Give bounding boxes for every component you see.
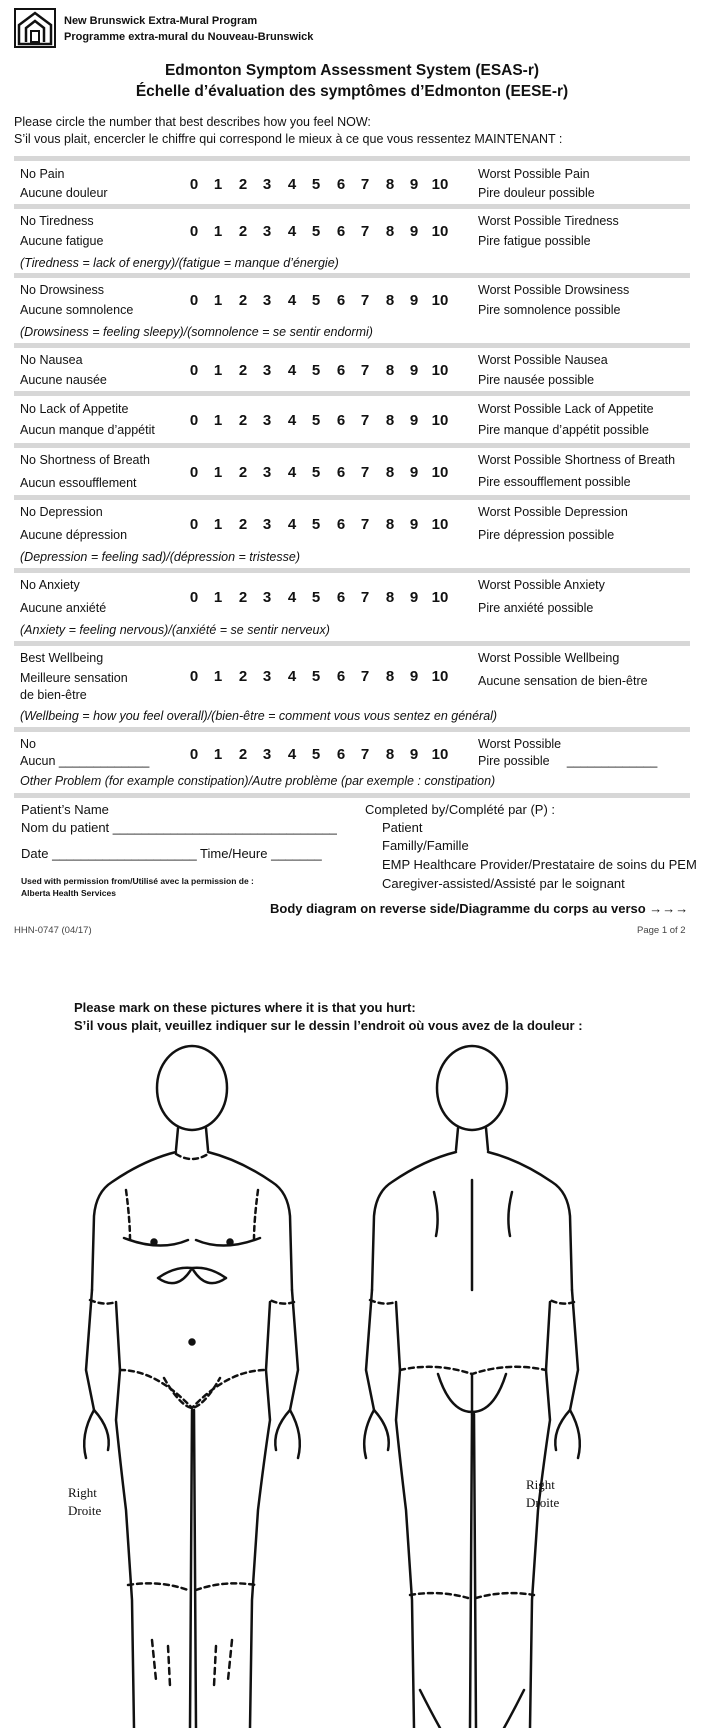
left-label-en: No Anxiety xyxy=(20,578,80,592)
scale-option-1[interactable]: 1 xyxy=(213,464,223,481)
scale-option-6[interactable]: 6 xyxy=(336,464,346,481)
scale-option-4[interactable]: 4 xyxy=(287,176,297,193)
org-name-en: New Brunswick Extra-Mural Program xyxy=(64,15,258,27)
scale-option-2[interactable]: 2 xyxy=(238,362,248,379)
right-label-en: Worst Possible Tiredness xyxy=(478,214,619,228)
scale-option-3[interactable]: 3 xyxy=(262,516,272,533)
scale-option-5[interactable]: 5 xyxy=(311,176,321,193)
permission-line-1: Used with permission from/Utilisé avec la permission de : xyxy=(21,876,254,886)
org-name-fr: Programme extra-mural du Nouveau-Brunswick xyxy=(64,31,314,43)
symptom-definition-note: (Anxiety = feeling nervous)/(anxiété = se sentir nerveux) xyxy=(20,623,330,637)
scale-option-9[interactable]: 9 xyxy=(409,464,419,481)
scale-option-8[interactable]: 8 xyxy=(385,746,395,763)
scale-option-7[interactable]: 7 xyxy=(360,668,370,685)
scale-option-2[interactable]: 2 xyxy=(238,223,248,240)
scale-option-7[interactable]: 7 xyxy=(360,223,370,240)
scale-option-9[interactable]: 9 xyxy=(409,746,419,763)
left-label-en: No xyxy=(20,737,36,751)
row-separator xyxy=(14,204,690,209)
scale-option-2[interactable]: 2 xyxy=(238,746,248,763)
symptom-definition-note: (Wellbeing = how you feel overall)/(bien-être = comment vous vous sentez en général) xyxy=(20,709,498,723)
scale-option-0[interactable]: 0 xyxy=(189,668,199,685)
scale-option-8[interactable]: 8 xyxy=(385,292,395,309)
scale-option-6[interactable]: 6 xyxy=(336,412,346,429)
scale-option-1[interactable]: 1 xyxy=(213,589,223,606)
scale-option-6[interactable]: 6 xyxy=(336,589,346,606)
scale-option-6[interactable]: 6 xyxy=(336,176,346,193)
scale-option-1[interactable]: 1 xyxy=(213,746,223,763)
instruction-en: Please circle the number that best describes how you feel NOW: xyxy=(14,115,371,129)
row-separator xyxy=(14,568,690,573)
scale-option-7[interactable]: 7 xyxy=(360,176,370,193)
scale-option-10[interactable]: 10 xyxy=(431,746,449,763)
scale-option-4[interactable]: 4 xyxy=(287,412,297,429)
scale-option-0[interactable]: 0 xyxy=(189,589,199,606)
right-label-en: Worst Possible Lack of Appetite xyxy=(478,402,654,416)
right-label-fr: Pire possible _____________ xyxy=(478,754,658,768)
scale-option-8[interactable]: 8 xyxy=(385,412,395,429)
scale-option-5[interactable]: 5 xyxy=(311,589,321,606)
scale-option-2[interactable]: 2 xyxy=(238,668,248,685)
option-caregiver[interactable]: Caregiver-assisted/Assisté par le soignant xyxy=(382,876,625,891)
other-problem-note: Other Problem (for example constipation)/Autre problème (par exemple : constipation) xyxy=(20,774,496,788)
scale-option-8[interactable]: 8 xyxy=(385,176,395,193)
scale-option-7[interactable]: 7 xyxy=(360,464,370,481)
left-label-en: Best Wellbeing xyxy=(20,651,104,665)
scale-option-4[interactable]: 4 xyxy=(287,668,297,685)
scale-option-4[interactable]: 4 xyxy=(287,223,297,240)
scale-option-10[interactable]: 10 xyxy=(431,668,449,685)
right-label-fr: Pire essoufflement possible xyxy=(478,475,631,489)
scale-option-2[interactable]: 2 xyxy=(238,516,248,533)
scale-option-6[interactable]: 6 xyxy=(336,362,346,379)
right-label-fr: Aucune sensation de bien-être xyxy=(478,674,648,688)
left-label-en: No Shortness of Breath xyxy=(20,453,150,467)
reverse-side-note: Body diagram on reverse side/Diagramme du corps au verso →→→ xyxy=(270,901,689,916)
symptom-definition-note: (Drowsiness = feeling sleepy)/(somnolence = se sentir endormi) xyxy=(20,325,373,339)
scale-option-6[interactable]: 6 xyxy=(336,292,346,309)
scale-option-2[interactable]: 2 xyxy=(238,292,248,309)
scale-option-4[interactable]: 4 xyxy=(287,516,297,533)
date-time-field[interactable]: Date ____________________ Time/Heure _______ xyxy=(21,846,322,861)
scale-option-2[interactable]: 2 xyxy=(238,412,248,429)
back-body-figure[interactable] xyxy=(364,1046,580,1728)
option-patient[interactable]: Patient xyxy=(382,820,423,835)
scale-option-6[interactable]: 6 xyxy=(336,223,346,240)
symptom-definition-note: (Depression = feeling sad)/(dépression = tristesse) xyxy=(20,550,300,564)
scale-option-8[interactable]: 8 xyxy=(385,223,395,240)
right-label-en: Worst Possible Wellbeing xyxy=(478,651,620,665)
scale-option-5[interactable]: 5 xyxy=(311,362,321,379)
scale-option-7[interactable]: 7 xyxy=(360,516,370,533)
scale-option-6[interactable]: 6 xyxy=(336,746,346,763)
completed-by-label: Completed by/Complété par (P) : xyxy=(365,802,556,817)
left-label-fr: Aucune douleur xyxy=(20,186,108,200)
scale-option-9[interactable]: 9 xyxy=(409,589,419,606)
scale-option-5[interactable]: 5 xyxy=(311,223,321,240)
back-right-label-fr: Droite xyxy=(526,1495,560,1510)
left-label-en: No Nausea xyxy=(20,353,83,367)
scale-option-0[interactable]: 0 xyxy=(189,176,199,193)
row-separator xyxy=(14,273,690,278)
row-separator xyxy=(14,793,690,798)
scale-option-2[interactable]: 2 xyxy=(238,589,248,606)
right-label-en: Worst Possible Drowsiness xyxy=(478,283,630,297)
front-body-figure[interactable] xyxy=(84,1046,300,1728)
right-label-en: Worst Possible Depression xyxy=(478,505,628,519)
left-label-en: No Lack of Appetite xyxy=(20,402,129,416)
scale-option-5[interactable]: 5 xyxy=(311,292,321,309)
scale-option-3[interactable]: 3 xyxy=(262,668,272,685)
scale-option-8[interactable]: 8 xyxy=(385,589,395,606)
body-diagram[interactable] xyxy=(60,1040,660,1728)
scale-option-10[interactable]: 10 xyxy=(431,589,449,606)
scale-option-4[interactable]: 4 xyxy=(287,589,297,606)
scale-option-5[interactable]: 5 xyxy=(311,746,321,763)
scale-option-4[interactable]: 4 xyxy=(287,362,297,379)
scale-option-0[interactable]: 0 xyxy=(189,292,199,309)
right-label-en: Worst Possible Nausea xyxy=(478,353,608,367)
right-label-en: Worst Possible xyxy=(478,737,562,751)
scale-option-0[interactable]: 0 xyxy=(189,362,199,379)
scale-option-8[interactable]: 8 xyxy=(385,464,395,481)
form-title-en: Edmonton Symptom Assessment System (ESAS-r) xyxy=(164,62,540,79)
left-label-fr-cont: de bien-être xyxy=(20,688,87,702)
scale-option-3[interactable]: 3 xyxy=(262,292,272,309)
scale-option-6[interactable]: 6 xyxy=(336,668,346,685)
scale-option-3[interactable]: 3 xyxy=(262,176,272,193)
form-code: HHN-0747 (04/17) xyxy=(14,925,92,936)
left-label-en: No Drowsiness xyxy=(20,283,105,297)
left-label-fr: Meilleure sensation xyxy=(20,671,128,685)
scale-option-0[interactable]: 0 xyxy=(189,746,199,763)
scale-option-3[interactable]: 3 xyxy=(262,464,272,481)
left-label-fr: Aucune dépression xyxy=(20,528,128,542)
scale-option-9[interactable]: 9 xyxy=(409,223,419,240)
scale-option-10[interactable]: 10 xyxy=(431,464,449,481)
scale-option-5[interactable]: 5 xyxy=(311,668,321,685)
row-separator xyxy=(14,641,690,646)
back-right-label-en: Right xyxy=(526,1477,555,1492)
scale-option-0[interactable]: 0 xyxy=(189,223,199,240)
scale-option-9[interactable]: 9 xyxy=(409,176,419,193)
scale-option-1[interactable]: 1 xyxy=(213,292,223,309)
row-separator xyxy=(14,495,690,500)
scale-option-10[interactable]: 10 xyxy=(431,292,449,309)
form-title-fr: Échelle d’évaluation des symptômes d’Edmonton (EESE-r) xyxy=(135,83,569,100)
right-label-fr: Pire somnolence possible xyxy=(478,303,621,317)
right-label-fr: Pire manque d’appétit possible xyxy=(478,423,649,437)
permission-line-2: Alberta Health Services xyxy=(21,888,116,898)
scale-option-7[interactable]: 7 xyxy=(360,589,370,606)
option-family[interactable]: Familly/Famille xyxy=(382,838,469,853)
scale-option-1[interactable]: 1 xyxy=(213,176,223,193)
left-label-en: No Tiredness xyxy=(20,214,94,228)
scale-option-4[interactable]: 4 xyxy=(287,292,297,309)
scale-option-3[interactable]: 3 xyxy=(262,362,272,379)
row-separator xyxy=(14,343,690,348)
option-provider[interactable]: EMP Healthcare Provider/Prestataire de soins du PEM xyxy=(382,857,697,872)
scale-option-2[interactable]: 2 xyxy=(238,176,248,193)
scale-option-4[interactable]: 4 xyxy=(287,464,297,481)
right-label-en: Worst Possible Shortness of Breath xyxy=(478,453,676,467)
scale-option-7[interactable]: 7 xyxy=(360,362,370,379)
front-right-label-en: Right xyxy=(68,1485,97,1500)
scale-option-1[interactable]: 1 xyxy=(213,223,223,240)
scale-option-5[interactable]: 5 xyxy=(311,464,321,481)
body-diagram-heading-fr: S’il vous plait, veuillez indiquer sur le dessin l’endroit où vous avez de la douleur : xyxy=(74,1018,583,1033)
scale-option-9[interactable]: 9 xyxy=(409,516,419,533)
scale-option-9[interactable]: 9 xyxy=(409,292,419,309)
row-separator xyxy=(14,727,690,732)
scale-option-3[interactable]: 3 xyxy=(262,746,272,763)
scale-option-9[interactable]: 9 xyxy=(409,362,419,379)
scale-option-10[interactable]: 10 xyxy=(431,516,449,533)
scale-option-3[interactable]: 3 xyxy=(262,412,272,429)
patient-name-field[interactable]: Nom du patient _______________________________ xyxy=(21,820,337,835)
row-separator xyxy=(14,391,690,396)
left-label-fr: Aucune somnolence xyxy=(20,303,134,317)
right-label-en: Worst Possible Anxiety xyxy=(478,578,605,592)
scale-option-1[interactable]: 1 xyxy=(213,412,223,429)
left-label-fr: Aucun essoufflement xyxy=(20,476,137,490)
scale-option-9[interactable]: 9 xyxy=(409,412,419,429)
scale-option-10[interactable]: 10 xyxy=(431,223,449,240)
right-label-fr: Pire anxiété possible xyxy=(478,601,594,615)
right-label-fr: Pire fatigue possible xyxy=(478,234,591,248)
left-label-fr: Aucune nausée xyxy=(20,373,107,387)
symptom-definition-note: (Tiredness = lack of energy)/(fatigue = manque d’énergie) xyxy=(20,256,339,270)
left-label-fr: Aucune fatigue xyxy=(20,234,104,248)
scale-option-0[interactable]: 0 xyxy=(189,412,199,429)
scale-option-6[interactable]: 6 xyxy=(336,516,346,533)
scale-option-3[interactable]: 3 xyxy=(262,223,272,240)
left-label-en: No Pain xyxy=(20,167,65,181)
scale-option-7[interactable]: 7 xyxy=(360,412,370,429)
scale-option-1[interactable]: 1 xyxy=(213,362,223,379)
scale-option-7[interactable]: 7 xyxy=(360,292,370,309)
scale-option-1[interactable]: 1 xyxy=(213,516,223,533)
right-label-en: Worst Possible Pain xyxy=(478,167,590,181)
left-label-fr: Aucune anxiété xyxy=(20,601,107,615)
program-logo xyxy=(14,8,56,48)
scale-option-5[interactable]: 5 xyxy=(311,412,321,429)
scale-option-8[interactable]: 8 xyxy=(385,516,395,533)
body-diagram-heading-en: Please mark on these pictures where it is that you hurt: xyxy=(74,1000,416,1015)
patient-name-label: Patient’s Name xyxy=(21,802,109,817)
scale-option-9[interactable]: 9 xyxy=(409,668,419,685)
scale-option-0[interactable]: 0 xyxy=(189,516,199,533)
scale-option-7[interactable]: 7 xyxy=(360,746,370,763)
row-separator xyxy=(14,443,690,448)
scale-option-3[interactable]: 3 xyxy=(262,589,272,606)
scale-option-10[interactable]: 10 xyxy=(431,412,449,429)
right-label-fr: Pire douleur possible xyxy=(478,186,595,200)
right-label-fr: Pire dépression possible xyxy=(478,528,615,542)
row-separator xyxy=(14,156,690,161)
front-right-label-fr: Droite xyxy=(68,1503,102,1518)
scale-option-10[interactable]: 10 xyxy=(431,362,449,379)
other-problem-field[interactable]: Aucun _____________ xyxy=(20,754,150,768)
scale-option-0[interactable]: 0 xyxy=(189,464,199,481)
left-label-en: No Depression xyxy=(20,505,103,519)
right-label-fr: Pire nausée possible xyxy=(478,373,595,387)
scale-option-1[interactable]: 1 xyxy=(213,668,223,685)
scale-option-2[interactable]: 2 xyxy=(238,464,248,481)
scale-option-10[interactable]: 10 xyxy=(431,176,449,193)
left-label-fr: Aucun manque d’appétit xyxy=(20,423,155,437)
scale-option-5[interactable]: 5 xyxy=(311,516,321,533)
page-number: Page 1 of 2 xyxy=(637,925,686,936)
scale-option-8[interactable]: 8 xyxy=(385,668,395,685)
scale-option-8[interactable]: 8 xyxy=(385,362,395,379)
instruction-fr: S’il vous plait, encercler le chiffre qui correspond le mieux à ce que vous ressentez MAINTENANT : xyxy=(14,132,563,146)
scale-option-4[interactable]: 4 xyxy=(287,746,297,763)
